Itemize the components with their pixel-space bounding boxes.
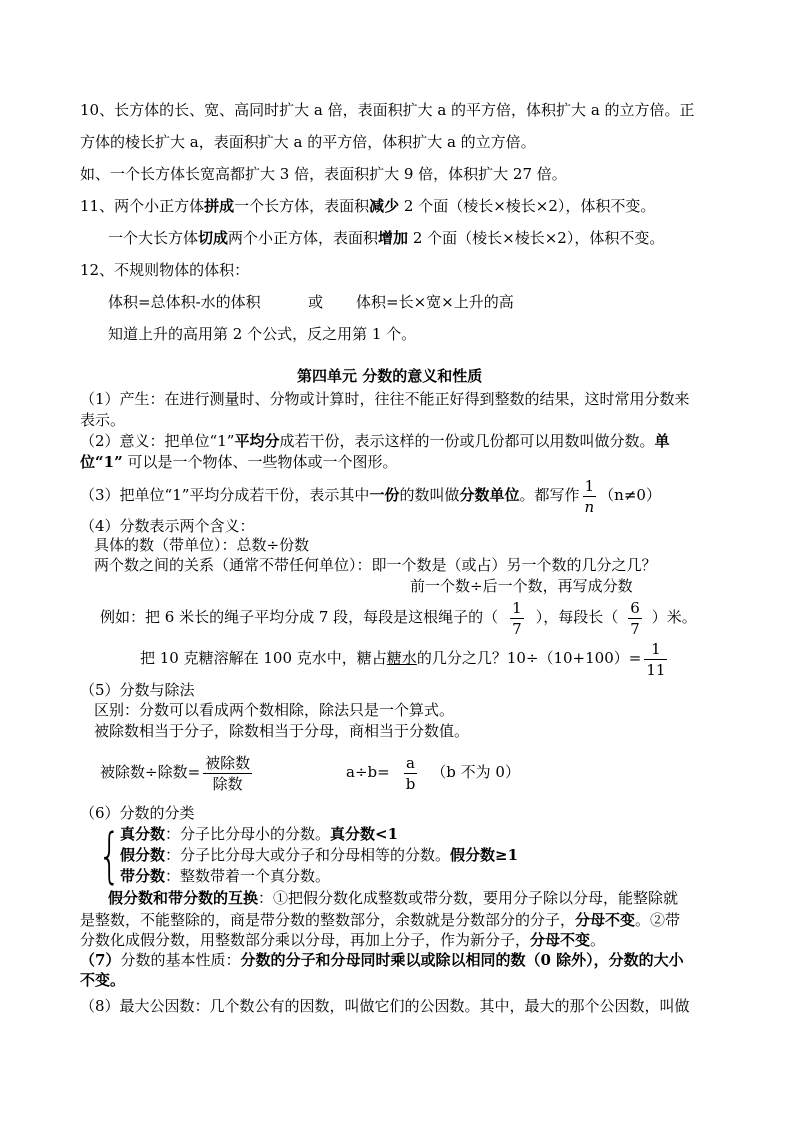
text: ）米。 <box>651 608 697 626</box>
para-4b: 两个数之间的关系（通常不带任何单位）：即一个数是（或占）另一个数的几分之几？ <box>94 556 657 574</box>
bold-text: 位“1” <box>80 453 123 471</box>
bold-text: 假分数≥1 <box>450 846 519 864</box>
example-1 <box>100 597 697 638</box>
para-5a: 区别：分数可以看成两个数相除，除法只是一个算式。 <box>94 701 455 719</box>
text: 一个长方体，表面积 <box>234 197 370 215</box>
denominator: n <box>584 497 595 516</box>
fraction <box>628 599 642 638</box>
line-10b: 方体的棱长扩大 a，表面积扩大 a 的平方倍，体积扩大 a 的立方倍。 <box>80 133 536 151</box>
denominator: 除数 <box>203 773 252 793</box>
text: 两个小正方体，表面积 <box>228 229 379 247</box>
denominator: 11 <box>646 660 666 679</box>
text: 的数叫做 <box>399 486 460 504</box>
text: 。 <box>590 931 606 949</box>
division-formula-ab <box>346 750 520 794</box>
text: 。②带 <box>635 911 681 929</box>
text: 成若干份，表示这样的一份或几份都可以用数叫做分数。 <box>279 432 655 450</box>
bold-text: 分母不变 <box>530 931 591 949</box>
denominator: 7 <box>512 619 522 638</box>
formula-or: 或 <box>308 293 324 311</box>
fraction <box>203 754 252 793</box>
bold-text: 拼成 <box>204 197 235 215</box>
bold-text: 切成 <box>198 229 229 247</box>
bold-text: 假分数和带分数的互换 <box>108 889 259 907</box>
conversion-1 <box>108 888 678 908</box>
numerator: 1 <box>651 639 661 658</box>
text: a÷b= <box>346 763 390 781</box>
text: （b 不为 0） <box>431 763 520 781</box>
formula-note: 知道上升的高用第 2 个公式，反之用第 1 个。 <box>108 325 417 343</box>
class-proper <box>120 824 398 844</box>
line-11b <box>108 228 664 248</box>
conversion-3 <box>80 930 605 950</box>
numerator: 6 <box>630 598 640 617</box>
text: 可以是一个物体、一些物体或一个图形。 <box>122 453 398 471</box>
denominator: 7 <box>630 619 640 638</box>
class-improper <box>120 845 518 865</box>
text: 把 10 克糖溶解在 100 克水中，糖占 <box>140 649 387 667</box>
class-mixed <box>120 866 330 886</box>
text: （n≠0） <box>599 486 661 504</box>
bold-text: 增加 <box>378 229 409 247</box>
text: ：分子比分母小的分数。 <box>165 825 331 843</box>
text: 被除数÷除数= <box>100 763 201 781</box>
text: ：①把假分数化成整数或带分数，要用分子除以分母，能整除就 <box>258 889 679 907</box>
line-10a: 10、长方体的长、宽、高同时扩大 a 倍，表面积扩大 a 的平方倍，体积扩大 a 的立方倍。正 <box>80 101 695 119</box>
para-4a: 具体的数（带单位）：总数÷份数 <box>94 536 310 554</box>
text: 2 个面（棱长×棱长×2），体积不变。 <box>408 229 665 247</box>
bold-text: 带分数 <box>120 867 166 885</box>
para-5b: 被除数相当于分子，除数相当于分母，商相当于分数值。 <box>94 722 470 740</box>
text: ：分子比分母大或分子和分母相等的分数。 <box>165 846 451 864</box>
para-1b: 表示。 <box>80 411 126 429</box>
para-7b: 不变。 <box>80 971 126 989</box>
brace-icon: { <box>98 821 121 891</box>
para-1a: （1）产生：在进行测量时、分物或计算时，往往不能正好得到整数的结果，这时常用分数来 <box>80 390 690 408</box>
fraction <box>583 477 597 516</box>
numerator: 1 <box>512 598 522 617</box>
formula-2: 体积=长×宽×上升的高 <box>356 293 514 311</box>
underlined-text: 糖水 <box>386 649 417 667</box>
text: ），每段长（ <box>535 608 619 626</box>
line-example: 如、一个长方体长宽高都扩大 3 倍，表面积扩大 9 倍，体积扩大 27 倍。 <box>80 165 567 183</box>
bold-text: 假分数 <box>120 846 166 864</box>
text: ：整数带着一个真分数。 <box>165 867 331 885</box>
text: 例如：把 6 米长的绳子平均分成 7 段，每段是这根绳子的（ <box>100 608 499 626</box>
division-formula <box>100 750 255 794</box>
text: （3）把单位“1”平均分成若干份，表示其中 <box>80 486 370 504</box>
denominator: b <box>405 774 416 793</box>
bold-text: 分母不变 <box>575 911 636 929</box>
bold-text: 真分数 <box>120 825 166 843</box>
para-2b <box>80 452 397 472</box>
bold-text: 分数的分子和分母同时乘以或除以相同的数（0 除外），分数的大小 <box>240 951 684 969</box>
para-3 <box>80 476 661 516</box>
para-4c: 前一个数÷后一个数，再写成分数 <box>410 577 633 595</box>
line-12: 12、不规则物体的体积： <box>80 261 250 279</box>
text: 。都写作 <box>519 486 580 504</box>
bold-text: 减少 <box>369 197 400 215</box>
para-5: （5）分数与除法 <box>80 681 195 699</box>
text: 的几分之几？10÷（10+100）= <box>416 649 642 667</box>
text: 分数化成假分数，用整数部分乘以分母，再加上分子，作为新分子， <box>80 931 531 949</box>
numerator: a <box>406 753 415 772</box>
fraction <box>510 599 524 638</box>
bold-text: 真分数<1 <box>330 825 399 843</box>
bold-text: （7） <box>80 951 121 969</box>
text: 2 个面（棱长×棱长×2），体积不变。 <box>399 197 656 215</box>
bold-text: 平均分 <box>234 432 280 450</box>
fraction <box>644 640 667 679</box>
fraction <box>404 754 418 793</box>
bold-text: 一份 <box>369 486 400 504</box>
para-8: （8）最大公因数：几个数公有的因数，叫做它们的公因数。其中，最大的那个公因数，叫做 <box>80 997 690 1015</box>
example-2 <box>140 638 670 679</box>
text: 一个大长方体 <box>108 229 199 247</box>
formula-1: 体积=总体积-水的体积 <box>108 293 261 311</box>
text: 分数的基本性质： <box>120 951 241 969</box>
section-title: 第四单元 分数的意义和性质 <box>297 367 483 385</box>
conversion-2 <box>80 910 680 930</box>
bold-text: 单 <box>654 432 670 450</box>
para-7a <box>80 950 684 970</box>
text: （2）意义：把单位“1” <box>80 432 235 450</box>
numerator: 被除数 <box>205 753 251 772</box>
bold-text: 分数单位 <box>459 486 520 504</box>
para-2a <box>80 431 669 451</box>
text: 是整数，不能整除的，商是带分数的整数部分，余数就是分数部分的分子， <box>80 911 576 929</box>
line-11a <box>80 196 655 216</box>
para-4: （4）分数表示两个含义： <box>80 517 255 535</box>
numerator: 1 <box>584 476 595 495</box>
text: 11、两个小正方体 <box>80 197 205 215</box>
para-6: （6）分数的分类 <box>80 804 195 822</box>
